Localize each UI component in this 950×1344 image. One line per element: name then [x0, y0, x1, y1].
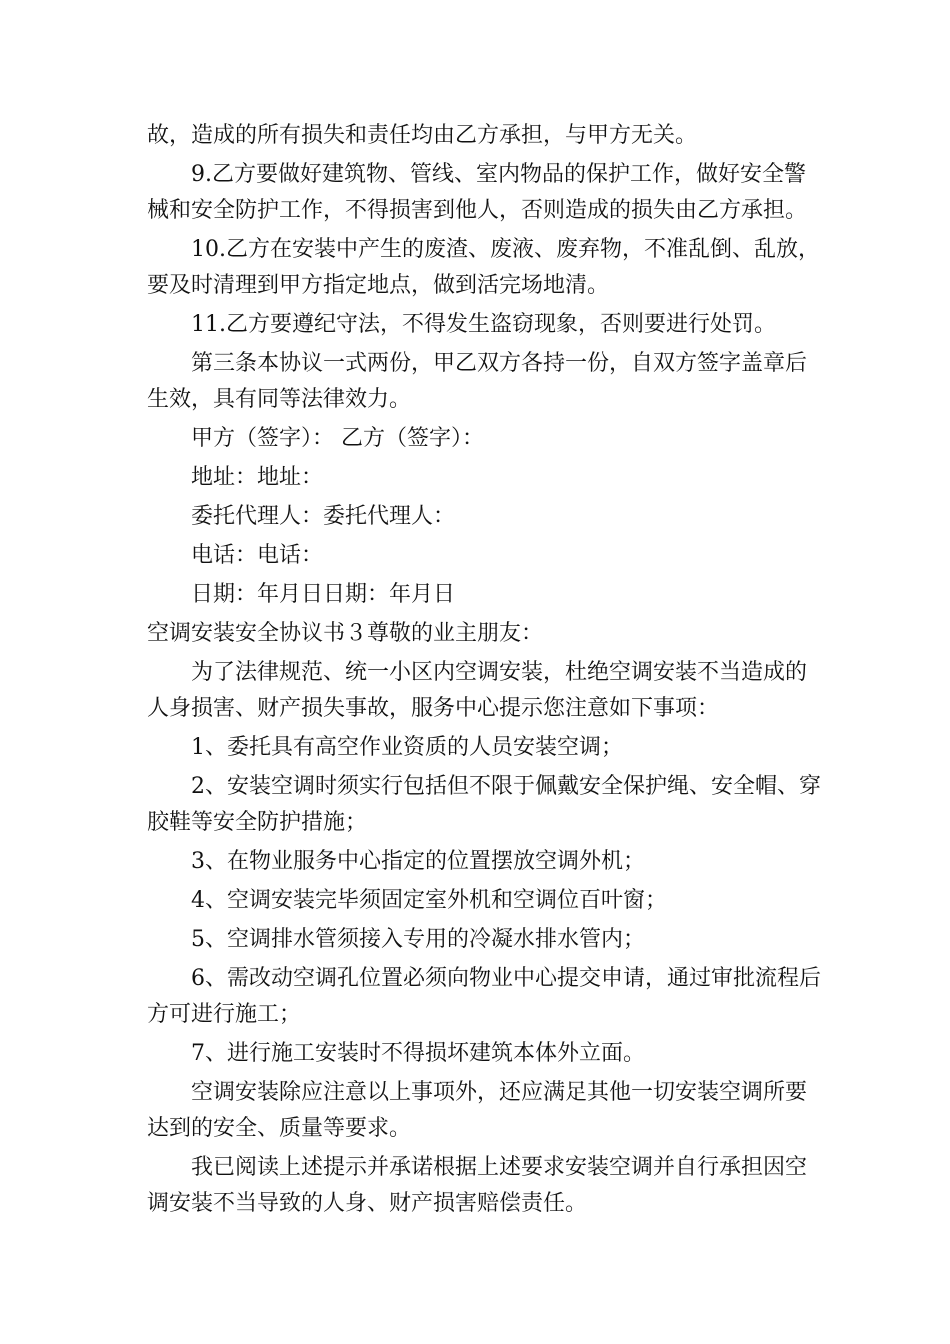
paragraph: 11.乙方要遵纪守法，不得发生盗窃现象，否则要进行处罚。 [191, 312, 776, 337]
list-item: 7、进行施工安装时不得损坏建筑本体外立面。 [191, 1041, 645, 1066]
paragraph: 第三条本协议一式两份，甲乙双方各持一份，自双方签字盖章后生效，具有同等法律效力。 [147, 351, 808, 412]
paragraph: 空调安装除应注意以上事项外，还应满足其他一切安装空调所要达到的安全、质量等要求。 [147, 1080, 808, 1141]
paragraph: 9.乙方要做好建筑物、管线、室内物品的保护工作，做好安全警械和安全防护工作，不得损害到他人，否则造成的损失由乙方承担。 [147, 162, 808, 223]
signature-line-date: 日期：年月日日期：年月日 [191, 582, 456, 607]
list-item: 1、委托具有高空作业资质的人员安装空调； [191, 735, 623, 760]
signature-line-phone: 电话：电话： [191, 543, 324, 568]
paragraph: 故，造成的所有损失和责任均由乙方承担，与甲方无关。 [147, 123, 698, 148]
list-item: 4、空调安装完毕须固定室外机和空调位百叶窗； [191, 888, 667, 913]
signature-line-agent: 委托代理人：委托代理人： [191, 504, 456, 529]
list-item: 2、安装空调时须实行包括但不限于佩戴安全保护绳、安全帽、穿胶鞋等安全防护措施； [147, 774, 821, 835]
list-item: 5、空调排水管须接入专用的冷凝水排水管内； [191, 927, 645, 952]
paragraph: 10.乙方在安装中产生的废渣、废液、废弃物，不准乱倒、乱放，要及时清理到甲方指定地点，做到活完场地清。 [147, 237, 820, 298]
section-heading: 空调安装安全协议书３尊敬的业主朋友： [147, 621, 544, 646]
document-body [147, 118, 827, 1225]
paragraph: 我已阅读上述提示并承诺根据上述要求安装空调并自行承担因空调安装不当导致的人身、财产损害赔偿责任。 [147, 1155, 808, 1216]
signature-line-party: 甲方（签字）： 乙方（签字）： [191, 426, 484, 451]
signature-line-address: 地址：地址： [191, 465, 324, 490]
paragraph: 为了法律规范、统一小区内空调安装，杜绝空调安装不当造成的人身损害、财产损失事故，服务中心提示您注意如下事项： [147, 660, 808, 721]
list-item: 6、需改动空调孔位置必须向物业中心提交申请，通过审批流程后方可进行施工； [147, 966, 821, 1027]
list-item: 3、在物业服务中心指定的位置摆放空调外机； [191, 849, 645, 874]
